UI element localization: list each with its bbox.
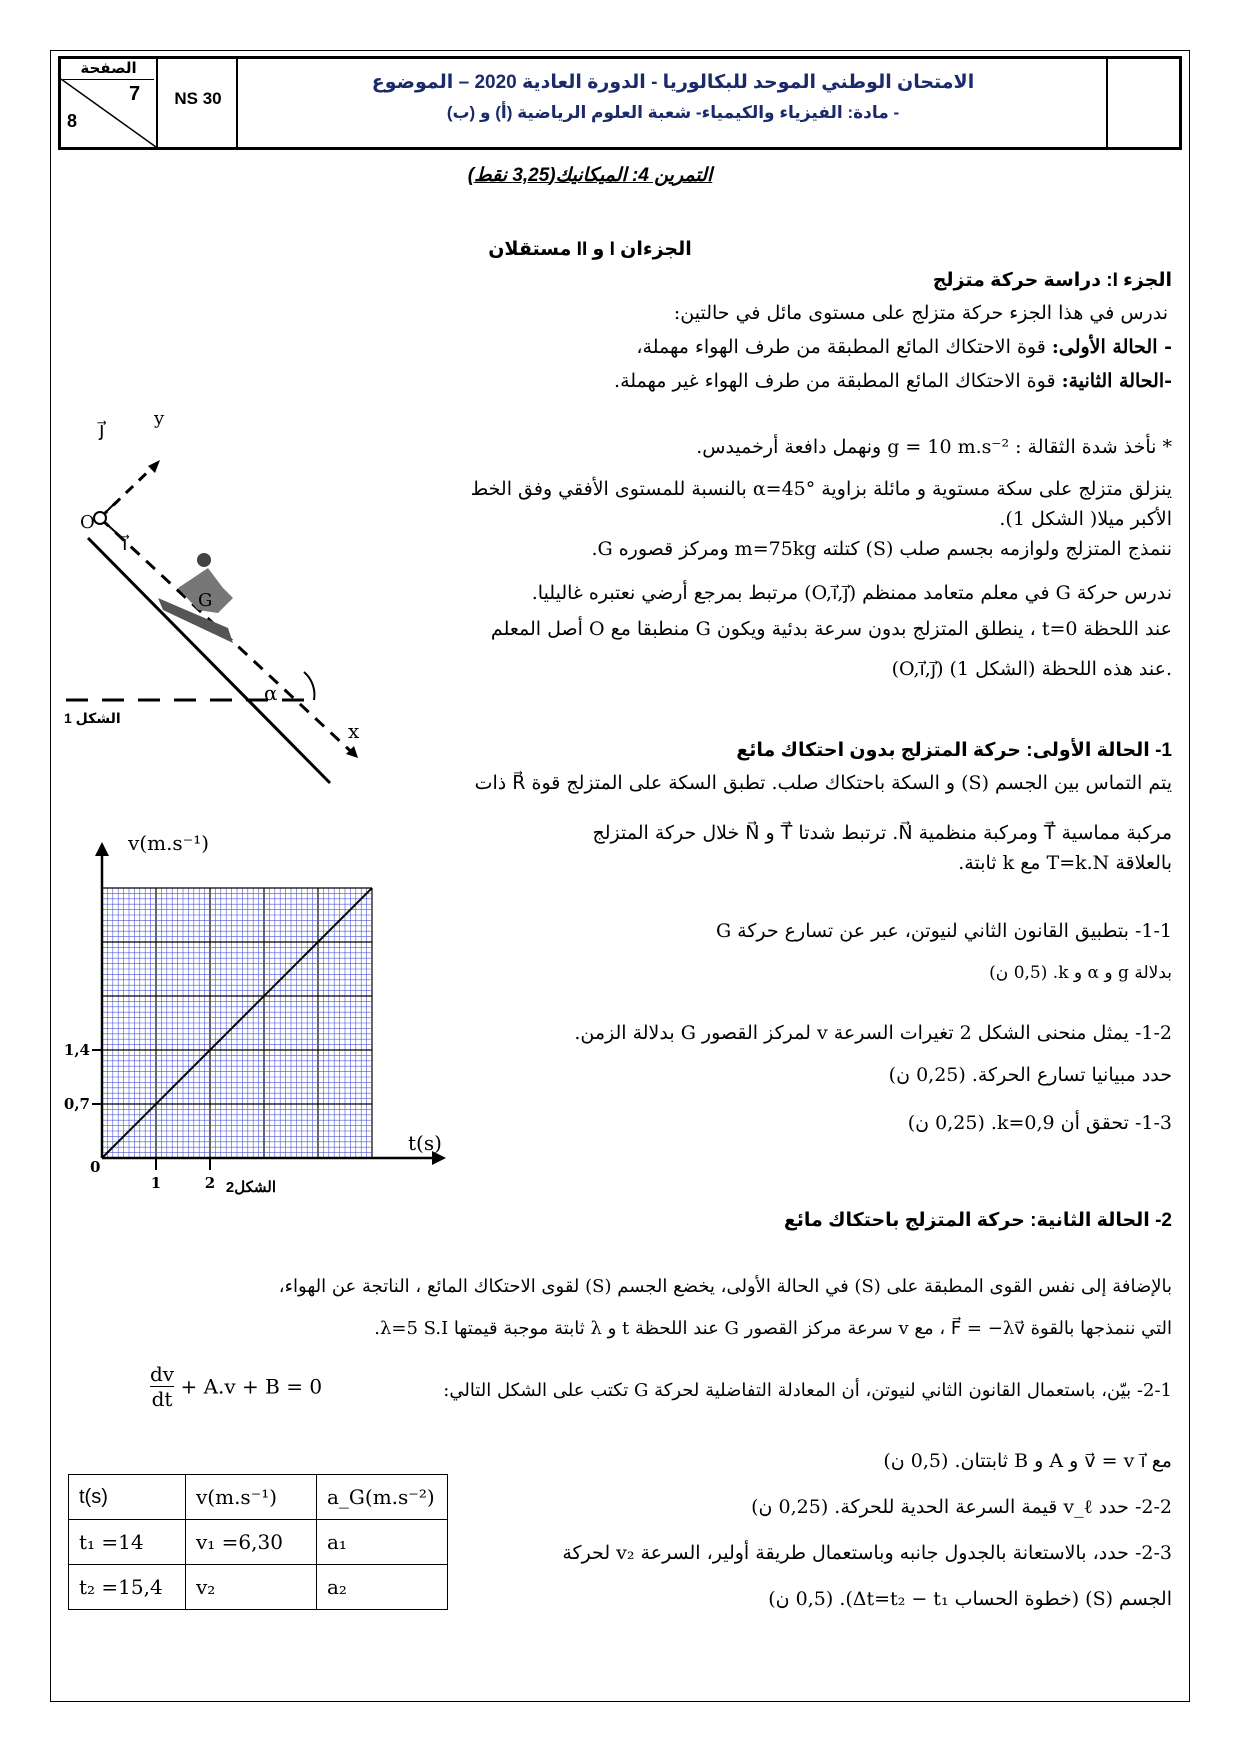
case2-statement	[614, 368, 1172, 394]
case2-label: -الحالة الثانية:	[1061, 370, 1172, 392]
case1-contact-1: يتم التماس بين الجسم (S) و السكة باحتكاك صلب. تطبق السكة على المتزلج قوة R⃗ ذات	[474, 772, 1172, 794]
tick-y14: 1,4	[63, 1041, 90, 1059]
question-1-1a: 1-1- بتطبيق القانون الثاني لنيوتن، عبر عن تسارع حركة G	[715, 920, 1172, 942]
t0-line-2: (O,i⃗,j⃗) (الشكل 1) عند هذه اللحظة.	[891, 658, 1172, 680]
question-2-1b: مع v⃗ = v i⃗ و A و B ثابتتان. (0,5 ن)	[883, 1450, 1172, 1472]
chart-x-label: t(s)	[408, 1131, 442, 1155]
differential-equation	[150, 1362, 322, 1411]
page-total: 8	[67, 111, 78, 131]
question-2-3b: الجسم (S) (خطوة الحساب Δt=t₂ − t₁). (0,5 ن)	[768, 1588, 1172, 1610]
figure1-caption: الشكل 1	[64, 710, 121, 726]
model-text: ننمذج المتزلج ولوازمه بجسم صلب (S) كتلته m=75kg ومركز قصوره G.	[591, 538, 1172, 560]
tick-y07: 0,7	[63, 1095, 90, 1113]
exam-title: الامتحان الوطني الموحد للبكالوريا - الدورة العادية 2020 – الموضوع	[371, 72, 975, 93]
title-cell	[238, 59, 1108, 147]
case1-statement	[636, 334, 1172, 360]
exam-header	[58, 56, 1182, 150]
question-1-2a: 1-2- يمثل منحنى الشكل 2 تغيرات السرعة v لمركز القصور G بدلالة الزمن.	[574, 1022, 1172, 1044]
parts-independent: الجزءان I و II مستقلان	[488, 239, 692, 260]
tick-x2: 2	[204, 1174, 216, 1192]
label-g: G	[198, 590, 213, 611]
label-x: x	[348, 719, 360, 743]
question-1-1b: بدلالة g و α و k. (0,5 ن)	[989, 963, 1172, 983]
skier-shape	[158, 553, 233, 643]
tick-x1: 1	[150, 1174, 162, 1192]
slide-line-1: ينزلق متزلج على سكة مستوية و مائلة بزاوية α=45° بالنسبة للمستوى الأفقي وفق الخط	[470, 478, 1172, 500]
question-2-2: 2-2- حدد v_ℓ قيمة السرعة الحدية للحركة. (0,25 ن)	[751, 1496, 1172, 1518]
case1-contact-3: بالعلاقة T=k.N مع k ثابتة.	[958, 852, 1172, 874]
figure2-caption: الشكل2	[225, 1179, 276, 1196]
label-y: y	[154, 408, 165, 429]
page-label: الصفحة	[63, 59, 154, 80]
case1-text: قوة الاحتكاك المائع المطبقة من طرف الهواء مهملة،	[636, 336, 1046, 358]
eq-denominator: dt	[151, 1387, 173, 1411]
eq-numerator: dv	[150, 1362, 175, 1386]
table-header-cell: v(m.s⁻¹)	[186, 1475, 317, 1520]
euler-table	[68, 1474, 448, 1610]
table-cell: t₁ =14	[69, 1520, 186, 1565]
exam-code: NS 30	[174, 89, 222, 108]
label-o: O	[80, 512, 95, 533]
part1-title: الجزء I: دراسة حركة متزلج	[932, 270, 1172, 291]
table-cell: t₂ =15,4	[69, 1565, 186, 1610]
question-1-3: 1-3- تحقق أن k=0,9. (0,25 ن)	[907, 1112, 1172, 1134]
table-cell: a₂	[317, 1565, 448, 1610]
gravity-note: * نأخذ شدة الثقالة : g = 10 m.s⁻² ونهمل دافعة أرخميدس.	[696, 436, 1172, 458]
case2-force-1: بالإضافة إلى نفس القوى المطبقة على (S) في الحالة الأولى، يخضع الجسم (S) لقوى الاحتكاك المائع ، الناتجة عن الهواء،	[278, 1276, 1172, 1297]
page-number: 7	[129, 83, 141, 105]
page-number-cell	[61, 59, 158, 147]
case1-contact-2: مركبة مماسية T⃗ ومركبة منظمية N⃗. ترتبط شدتا T⃗ و N⃗ خلال حركة المتزلج	[592, 822, 1172, 844]
table-header-cell: t(s)	[69, 1475, 186, 1520]
y-axis-arrow	[148, 460, 160, 473]
chart-y-label: v(m.s⁻¹)	[128, 831, 210, 855]
label-j: j⃗	[99, 417, 105, 441]
table-row	[69, 1520, 448, 1565]
tick-origin: 0	[90, 1158, 101, 1176]
eq-rest: + A.v + B = 0	[180, 1374, 323, 1399]
exercise-title: التمرين 4: الميكانيك(3,25 نقط)	[467, 165, 713, 186]
table-header-row	[69, 1475, 448, 1520]
figure1-incline	[58, 408, 388, 798]
frame-text: ندرس حركة G في معلم متعامد ممنظم (O,i⃗,j⃗) مرتبط بمرجع أرضي نعتبره غاليليا.	[531, 582, 1172, 604]
code-cell	[158, 59, 238, 147]
exam-subject: - مادة: الفيزياء والكيمياء- شعبة العلوم الرياضية (أ) و (ب)	[446, 103, 900, 122]
origin-point	[94, 512, 106, 524]
question-2-3a: 2-3- حدد، بالاستعانة بالجدول جانبه وباستعمال طريقة أولير، السرعة v₂ لحركة	[562, 1542, 1172, 1564]
label-alpha: α	[264, 681, 278, 705]
chart-y-arrow	[95, 842, 109, 856]
part1-intro: ندرس في هذا الجزء حركة متزلج على مستوى مائل في حالتين:	[673, 302, 1168, 324]
case2-title: 2- الحالة الثانية: حركة المتزلج باحتكاك مائع	[783, 1210, 1172, 1231]
alpha-arc	[304, 672, 314, 700]
question-2-1a: 2-1- بيّن، باستعمال القانون الثاني لنيوتن، أن المعادلة التفاضلية لحركة G تكتب على الشكل التالي:	[443, 1380, 1172, 1401]
table-cell: a₁	[317, 1520, 448, 1565]
figure2-chart	[60, 820, 440, 1210]
case1-label: - الحالة الأولى:	[1051, 336, 1172, 358]
question-1-2b: حدد مبيانيا تسارع الحركة. (0,25 ن)	[888, 1064, 1172, 1086]
label-i: i⃗	[122, 531, 128, 555]
case2-force-2: التي ننمذجها بالقوة F⃗ = −λv⃗ ، مع v سرعة مركز القصور G عند اللحظة t و λ ثابتة موجبة قيمتها λ=5 S.I.	[374, 1318, 1172, 1339]
table-cell: v₁ =6,30	[186, 1520, 317, 1565]
slide-line-2: الأكبر ميلا( الشكل 1).	[999, 508, 1172, 530]
table-header-cell: a_G(m.s⁻²)	[317, 1475, 448, 1520]
t0-line-1: عند اللحظة t=0 ، ينطلق المتزلج بدون سرعة بدئية ويكون G منطبقا مع O أصل المعلم	[490, 618, 1172, 640]
table-row	[69, 1565, 448, 1610]
table-cell: v₂	[186, 1565, 317, 1610]
case2-text: قوة الاحتكاك المائع المطبقة من طرف الهواء غير مهملة.	[614, 370, 1056, 392]
case1-title: 1- الحالة الأولى: حركة المتزلج بدون احتكاك مائع	[736, 740, 1172, 761]
